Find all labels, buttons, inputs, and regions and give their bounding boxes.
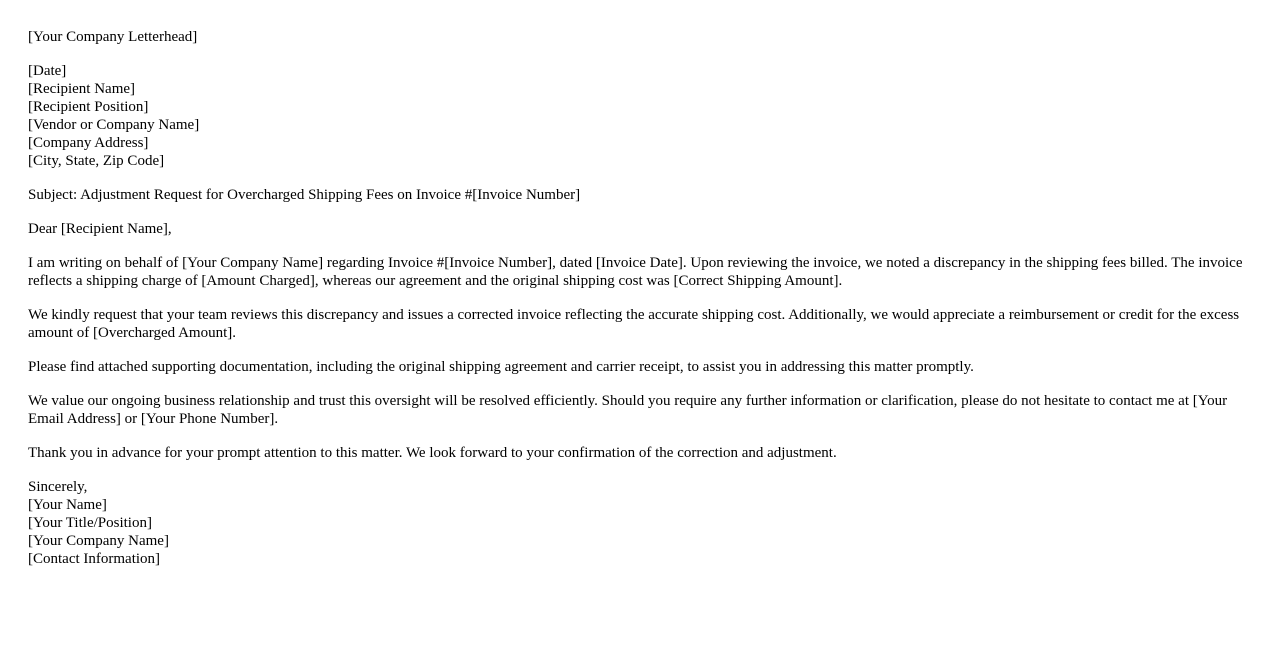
salutation (28, 220, 1258, 238)
recipient-block (28, 62, 1258, 170)
subject-text: Subject: Adjustment Request for Overcharged Shipping Fees on Invoice #[Invoice Number] (28, 187, 581, 203)
body-paragraph-5: Thank you in advance for your prompt attention to this matter. We look forward to your confirmation of the correction and adjustment. (28, 445, 837, 461)
recipient-name-line: [Recipient Name] (28, 81, 136, 97)
vendor-name-line: [Vendor or Company Name] (28, 117, 200, 133)
letterhead-text: [Your Company Letterhead] (28, 29, 198, 45)
salutation-text: Dear [Recipient Name], (28, 221, 172, 237)
subject-line (28, 186, 1258, 204)
body-paragraph-4: We value our ongoing business relationship and trust this oversight will be resolved efficiently. Should you require any further information or clarification, please do not hesitate to contact me at [Your Email Address] or [Your Phone Number]. (28, 393, 1228, 427)
closing-word: Sincerely, (28, 479, 88, 495)
sender-name-line: [Your Name] (28, 497, 107, 513)
body-paragraph-2: We kindly request that your team reviews this discrepancy and issues a corrected invoice reflecting the accurate shipping cost. Additionally, we would appreciate a reimbursement or credit for the excess amount of [Overcharged Amount]. (28, 307, 1240, 341)
city-state-zip-line: [City, State, Zip Code] (28, 153, 165, 169)
sender-title-line: [Your Title/Position] (28, 515, 152, 531)
body-paragraph-3: Please find attached supporting documentation, including the original shipping agreement and carrier receipt, to assist you in addressing this matter promptly. (28, 359, 974, 375)
recipient-position-line: [Recipient Position] (28, 99, 149, 115)
body-paragraph-1: I am writing on behalf of [Your Company Name] regarding Invoice #[Invoice Number], dated [Invoice Date]. Upon reviewing the invoice, we noted a discrepancy in the shipping fees billed. The invoice reflects a shipping charge of [Amount Charged], whereas our agreement and the original shipping cost was [Correct Shipping Amount]. (28, 255, 1243, 289)
closing-block (28, 478, 1258, 568)
sender-company-line: [Your Company Name] (28, 533, 169, 549)
letterhead (28, 28, 1258, 46)
letter-document (28, 28, 1258, 584)
sender-contact-line: [Contact Information] (28, 551, 161, 567)
company-address-line: [Company Address] (28, 135, 149, 151)
date-line: [Date] (28, 63, 67, 79)
